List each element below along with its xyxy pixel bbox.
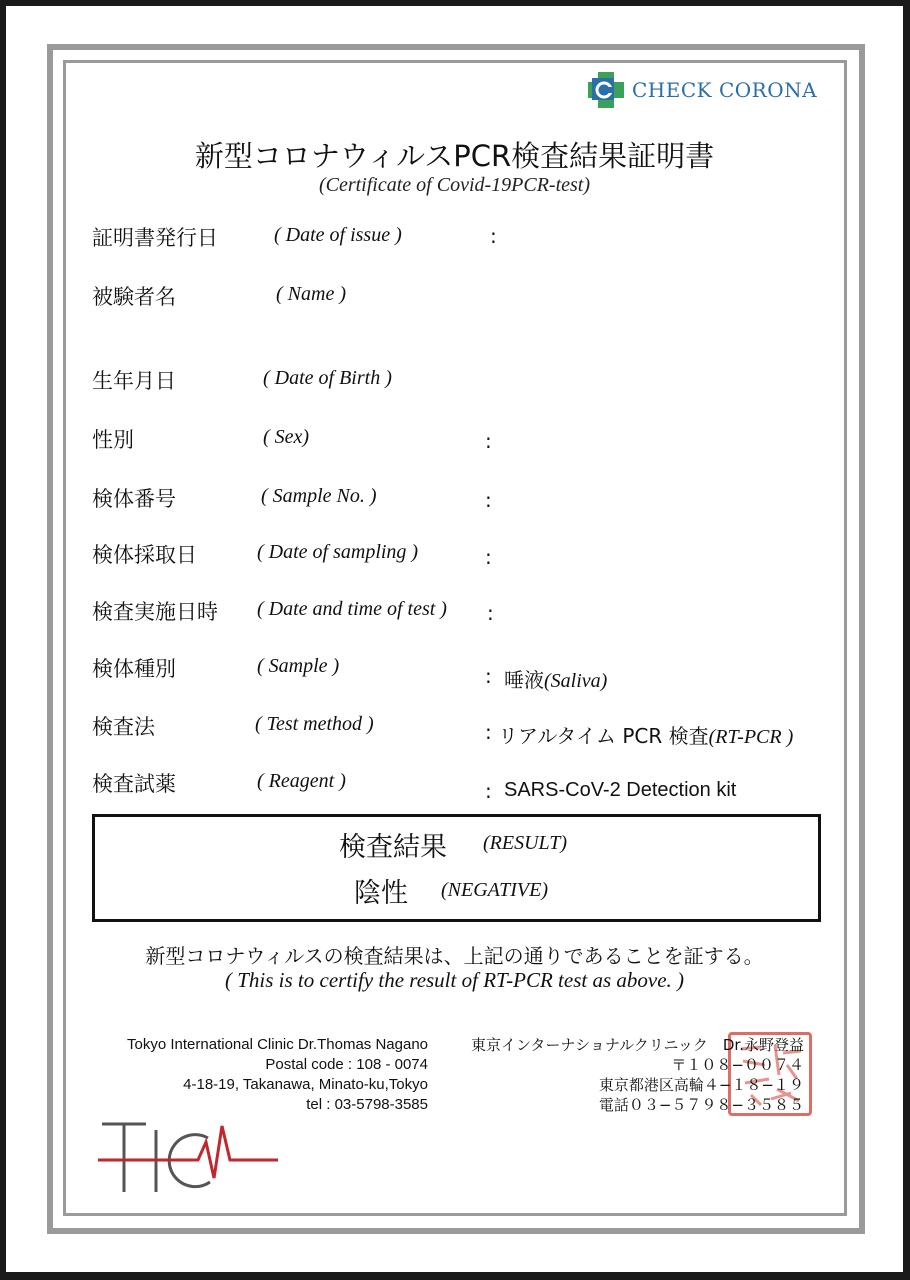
field-value — [498, 720, 793, 749]
street-address-jp: 東京都港区高輪４−１８−１９ — [598, 1076, 804, 1094]
field-colon: : — [485, 429, 492, 453]
page-title: 新型コロナウィルスPCR検査結果証明書 — [194, 139, 715, 173]
result-label-en: (RESULT) — [483, 832, 568, 854]
field-label-jp: 生年月日 — [92, 369, 176, 393]
field-colon: : — [487, 601, 494, 625]
field-value: SARS-CoV-2 Detection kit — [504, 779, 737, 801]
field-label-jp: 検体番号 — [92, 487, 176, 511]
postal-code-en: Postal code : 108 - 0074 — [265, 1056, 428, 1073]
clinic-address-en — [86, 1035, 428, 1115]
result-label-jp: 検査結果 — [339, 832, 447, 863]
result-value-en: (NEGATIVE) — [441, 879, 549, 901]
field-label-en: ( Sample No. ) — [261, 485, 377, 507]
field-value-en: (RT-PCR ) — [708, 726, 794, 748]
field-value-en: (Saliva) — [544, 670, 608, 692]
field-label-jp: 検体採取日 — [92, 543, 197, 567]
result-box — [92, 814, 821, 922]
field-colon: : — [485, 664, 492, 688]
field-label-en: ( Date of Birth ) — [263, 367, 392, 389]
field-label-en: ( Date of issue ) — [274, 224, 402, 246]
field-value-jp: リアルタイム PCR 検査 — [498, 724, 709, 748]
field-label-jp: 証明書発行日 — [92, 226, 218, 250]
field-colon: : — [485, 545, 492, 569]
logo-text: CHECK CORONA — [632, 78, 818, 102]
field-value — [504, 664, 607, 693]
result-value-jp: 陰性 — [354, 878, 408, 909]
field-label-en: ( Date and time of test ) — [257, 598, 447, 620]
field-label-en: ( Reagent ) — [257, 770, 346, 792]
field-label-en: ( Name ) — [276, 283, 346, 305]
field-label-en: ( Sample ) — [257, 655, 340, 677]
certify-statement-en: ( This is to certify the result of RT-PCR test as above. ) — [224, 968, 685, 992]
field-label-en: ( Date of sampling ) — [257, 541, 419, 563]
field-colon: : — [490, 224, 497, 248]
medical-cross-icon — [584, 70, 628, 110]
check-corona-logo — [584, 70, 818, 110]
clinic-name-jp: 東京インターナショナルクリニック Dr.永野登益 — [471, 1036, 804, 1054]
telephone-jp: 電話０３−５７９８−３５８５ — [598, 1096, 804, 1114]
clinic-name-en: Tokyo International Clinic Dr.Thomas Nagano — [127, 1036, 428, 1053]
field-colon: : — [485, 779, 492, 803]
tic-logo-icon — [98, 1116, 278, 1196]
telephone-en: tel : 03-5798-3585 — [306, 1096, 428, 1113]
field-label-jp: 性別 — [92, 428, 134, 452]
certificate-sheet — [6, 6, 903, 1272]
field-colon: : — [485, 720, 492, 744]
street-address-en: 4-18-19, Takanawa, Minato-ku,Tokyo — [183, 1076, 428, 1093]
field-label-en: ( Sex) — [263, 426, 310, 448]
field-colon: : — [485, 488, 492, 512]
clinic-address-jp — [446, 1035, 804, 1115]
field-label-en: ( Test method ) — [255, 713, 374, 735]
field-label-jp: 検体種別 — [92, 657, 176, 681]
field-label-jp: 被験者名 — [92, 285, 176, 309]
field-label-jp: 検査法 — [92, 715, 155, 739]
postal-code-jp: 〒１０８−００７４ — [671, 1056, 804, 1074]
field-value-jp: 唾液 — [504, 668, 544, 692]
page-subtitle: (Certificate of Covid-19PCR-test) — [318, 174, 591, 196]
certify-statement-jp: 新型コロナウィルスの検査結果は、上記の通りであることを証する。 — [145, 944, 764, 968]
field-label-jp: 検査実施日時 — [92, 600, 218, 624]
field-label-jp: 検査試薬 — [92, 772, 176, 796]
